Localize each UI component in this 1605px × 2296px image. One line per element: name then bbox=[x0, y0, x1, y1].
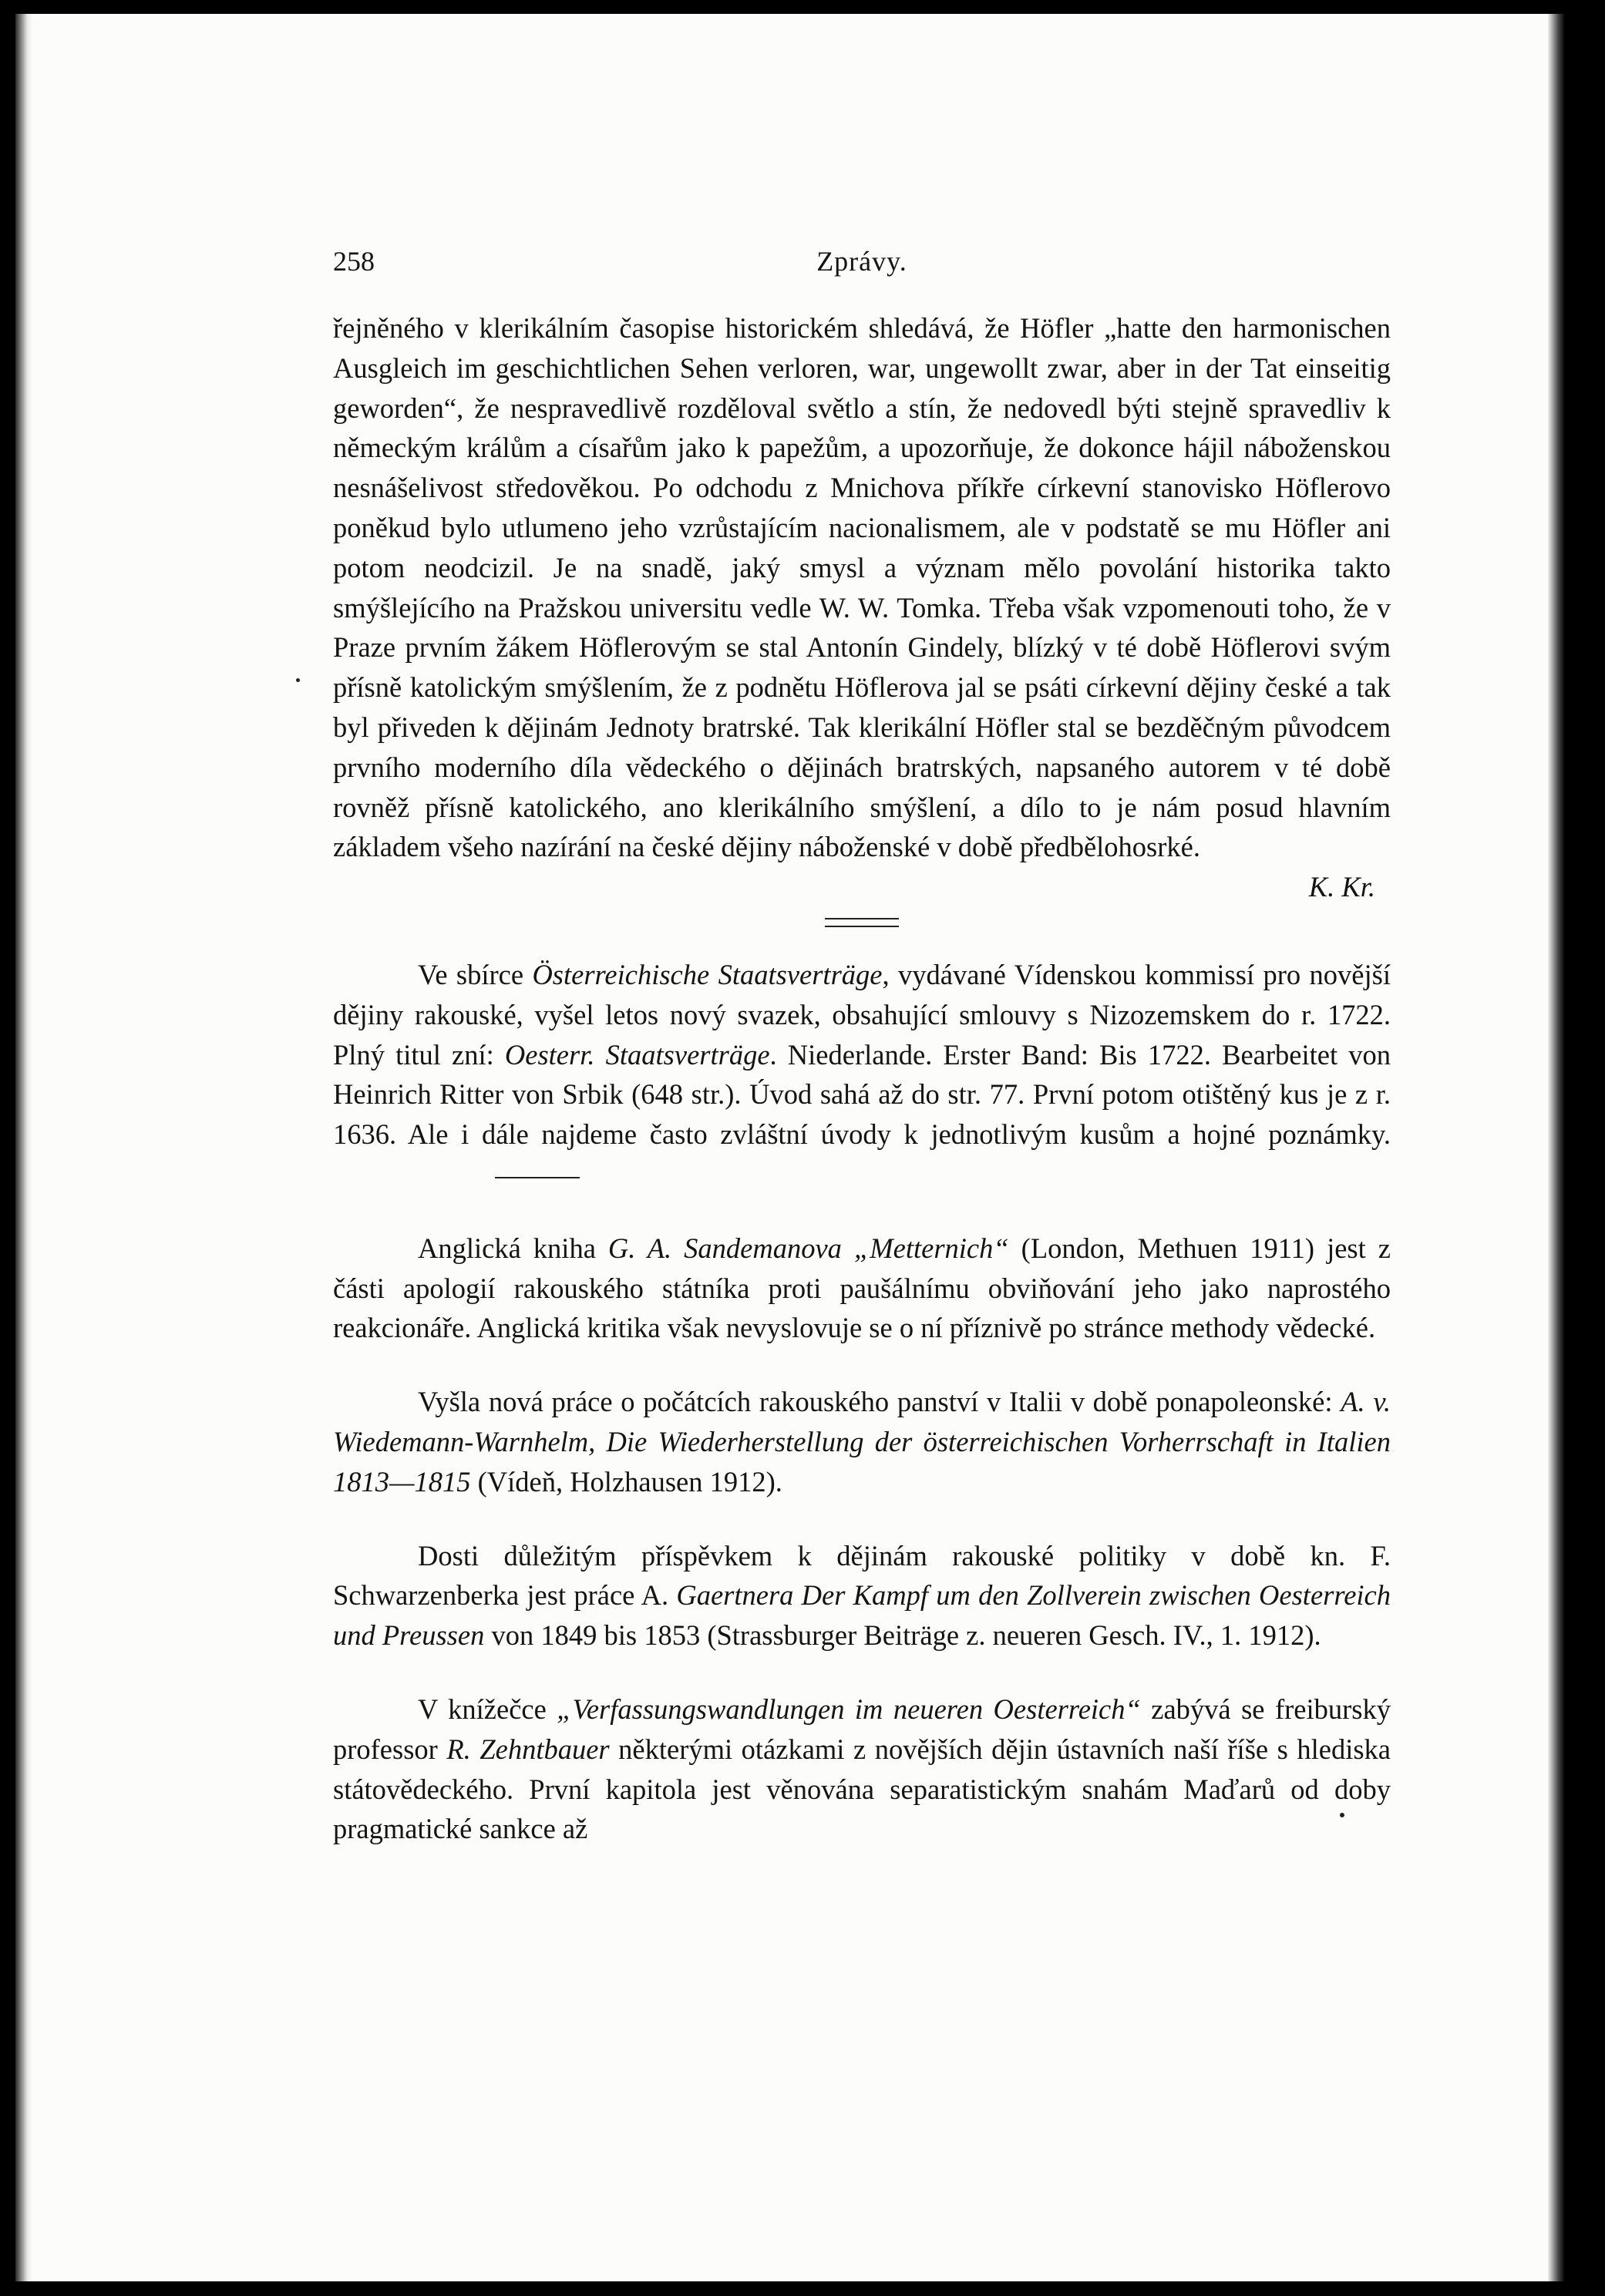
spacer bbox=[333, 1502, 1391, 1536]
p3-lead: Anglická kniha bbox=[418, 1232, 608, 1264]
paragraph-metternich bbox=[333, 1229, 1391, 1348]
p3-author: G. A. Sandemanova „Metternich“ bbox=[607, 1232, 1009, 1264]
p2-title2: Oesterr. Staatsverträge bbox=[504, 1038, 770, 1071]
p3-text: (London, Methuen 1911) jest z části apologií rakouského státníka proti paušálnímu obviňování jeho jako naprostého reakcionáře. Anglická kritika však nevyslovuje se o ní příznivě po stránce methody vědecké. bbox=[333, 1232, 1391, 1344]
p6-text1: zabývá se freiburský professor bbox=[333, 1693, 1391, 1765]
p6-author: R. Zehntbauer bbox=[446, 1733, 610, 1765]
p6-title: „Verfassungswandlungen im neueren Oesterreich“ bbox=[557, 1693, 1141, 1725]
spacer bbox=[333, 1195, 1391, 1229]
p2-title: Österreichische Staatsverträge bbox=[532, 958, 883, 990]
p4-text: (Vídeň, Holzhausen 1912). bbox=[470, 1465, 782, 1498]
p5-lead: Dosti důležitým příspěvkem k dějinám rakouské politiky v době kn. F. Schwarzenberka jest práce A. bbox=[333, 1539, 1391, 1612]
item-divider bbox=[495, 1177, 580, 1178]
page-right-edge bbox=[1548, 14, 1565, 2281]
running-title: Zprávy. bbox=[816, 246, 907, 277]
paragraph-wiedemann bbox=[333, 1382, 1391, 1501]
spacer bbox=[333, 1348, 1391, 1382]
spacer bbox=[333, 1656, 1391, 1689]
paragraph-zehntbauer bbox=[333, 1689, 1391, 1849]
p2-text1: , vydávané Vídenskou kommissí pro novější dějiny rakouské, vyšel letos nový svazek, obsahující smlouvy s Nizozemskem do r. 1722. Plný titul zní: bbox=[333, 958, 1391, 1071]
p5-citation: Gaertnera Der Kampf um den Zollverein zwischen Oesterreich und Preussen bbox=[333, 1579, 1391, 1652]
author-signature: K. Kr. bbox=[1308, 871, 1375, 903]
page-left-edge bbox=[15, 14, 32, 2281]
p2-text2: . Niederlande. Erster Band: Bis 1722. Bearbeitet von Heinrich Ritter von Srbik (648 str.). Úvod sahá až do str. 77. První potom otištěný kus je z r. 1636. Ale i dále najdeme často zvláštní úvody k jednotlivým kusům a hojné poznámky. bbox=[333, 1038, 1391, 1151]
section-divider bbox=[825, 918, 899, 927]
paragraph-gaertner bbox=[333, 1536, 1391, 1656]
p6-lead: V knížečce bbox=[418, 1693, 557, 1725]
page-header bbox=[333, 245, 1391, 281]
p2-lead: Ve sbírce bbox=[418, 958, 533, 990]
paragraph-staatsvertrage bbox=[333, 955, 1391, 1195]
p5-text: von 1849 bis 1853 (Strassburger Beiträge z. neueren Gesch. IV., 1. 1912). bbox=[484, 1619, 1321, 1652]
paragraph-hofler: řejněného v klerikálním časopise historickém shledává, že Höfler „hatte den harmonischen Ausgleich im geschichtlichen Sehen verloren, war, ungewollt zwar, aber in der Tat einseitig geworden“, že nespravedlivě rozděloval světlo a stín, že nedovedl býti stejně spravedliv k německým králům a císařům jako k papežům, a upozorňuje, že dokonce hájil náboženskou nesnášelivost středověkou. Po odchodu z Mnichova příkře církevní stanovisko Höflerovo poněkud bylo utlumeno jeho vzrůstajícím nacionalismem, ale v podstatě se mu Höfler ani potom neodcizil. Je na snadě, jaký smysl a význam mělo povolání historika takto smýšlejícího na Pražskou universitu vedle W. W. Tomka. Třeba však vzpomenouti toho, že v Praze prvním žákem Höflerovým se stal Antonín Gindely, blízký v té době Höflerovi svým přísně katolickým smýšlením, že z podnětu Höflerova jal se psáti církevní dějiny české a tak byl přiveden k dějinám Jednoty bratrské. Tak klerikální Höfler stal se bezděčným původcem prvního moderního díla vědeckého o dějinách bratrských, napsaného autorem v té době rovněž přísně katolického, ano klerikálního smýšlení, a dílo to je nám posud hlavním základem všeho nazírání na české dějiny náboženské v době předbělohosrké. bbox=[333, 312, 1391, 863]
ink-speck bbox=[1340, 1813, 1344, 1817]
ink-speck bbox=[296, 678, 300, 682]
page-number: 258 bbox=[333, 246, 375, 277]
page-body bbox=[333, 308, 1391, 1849]
p4-lead: Vyšla nová práce o počátcích rakouského panství v Italii v době ponapoleonské: bbox=[418, 1386, 1341, 1418]
p6-text2: některými otázkami z novějších dějin ústavních naší říše s hlediska státovědeckého. První kapitola jest věnována separatistickým snahám Maďarů od doby pragmatické sankce až bbox=[333, 1733, 1391, 1845]
p4-citation: A. v. Wiedemann-Warnhelm, Die Wiederherstellung der österreichischen Vorherrschaft in Italien 1813—1815 bbox=[333, 1386, 1391, 1498]
